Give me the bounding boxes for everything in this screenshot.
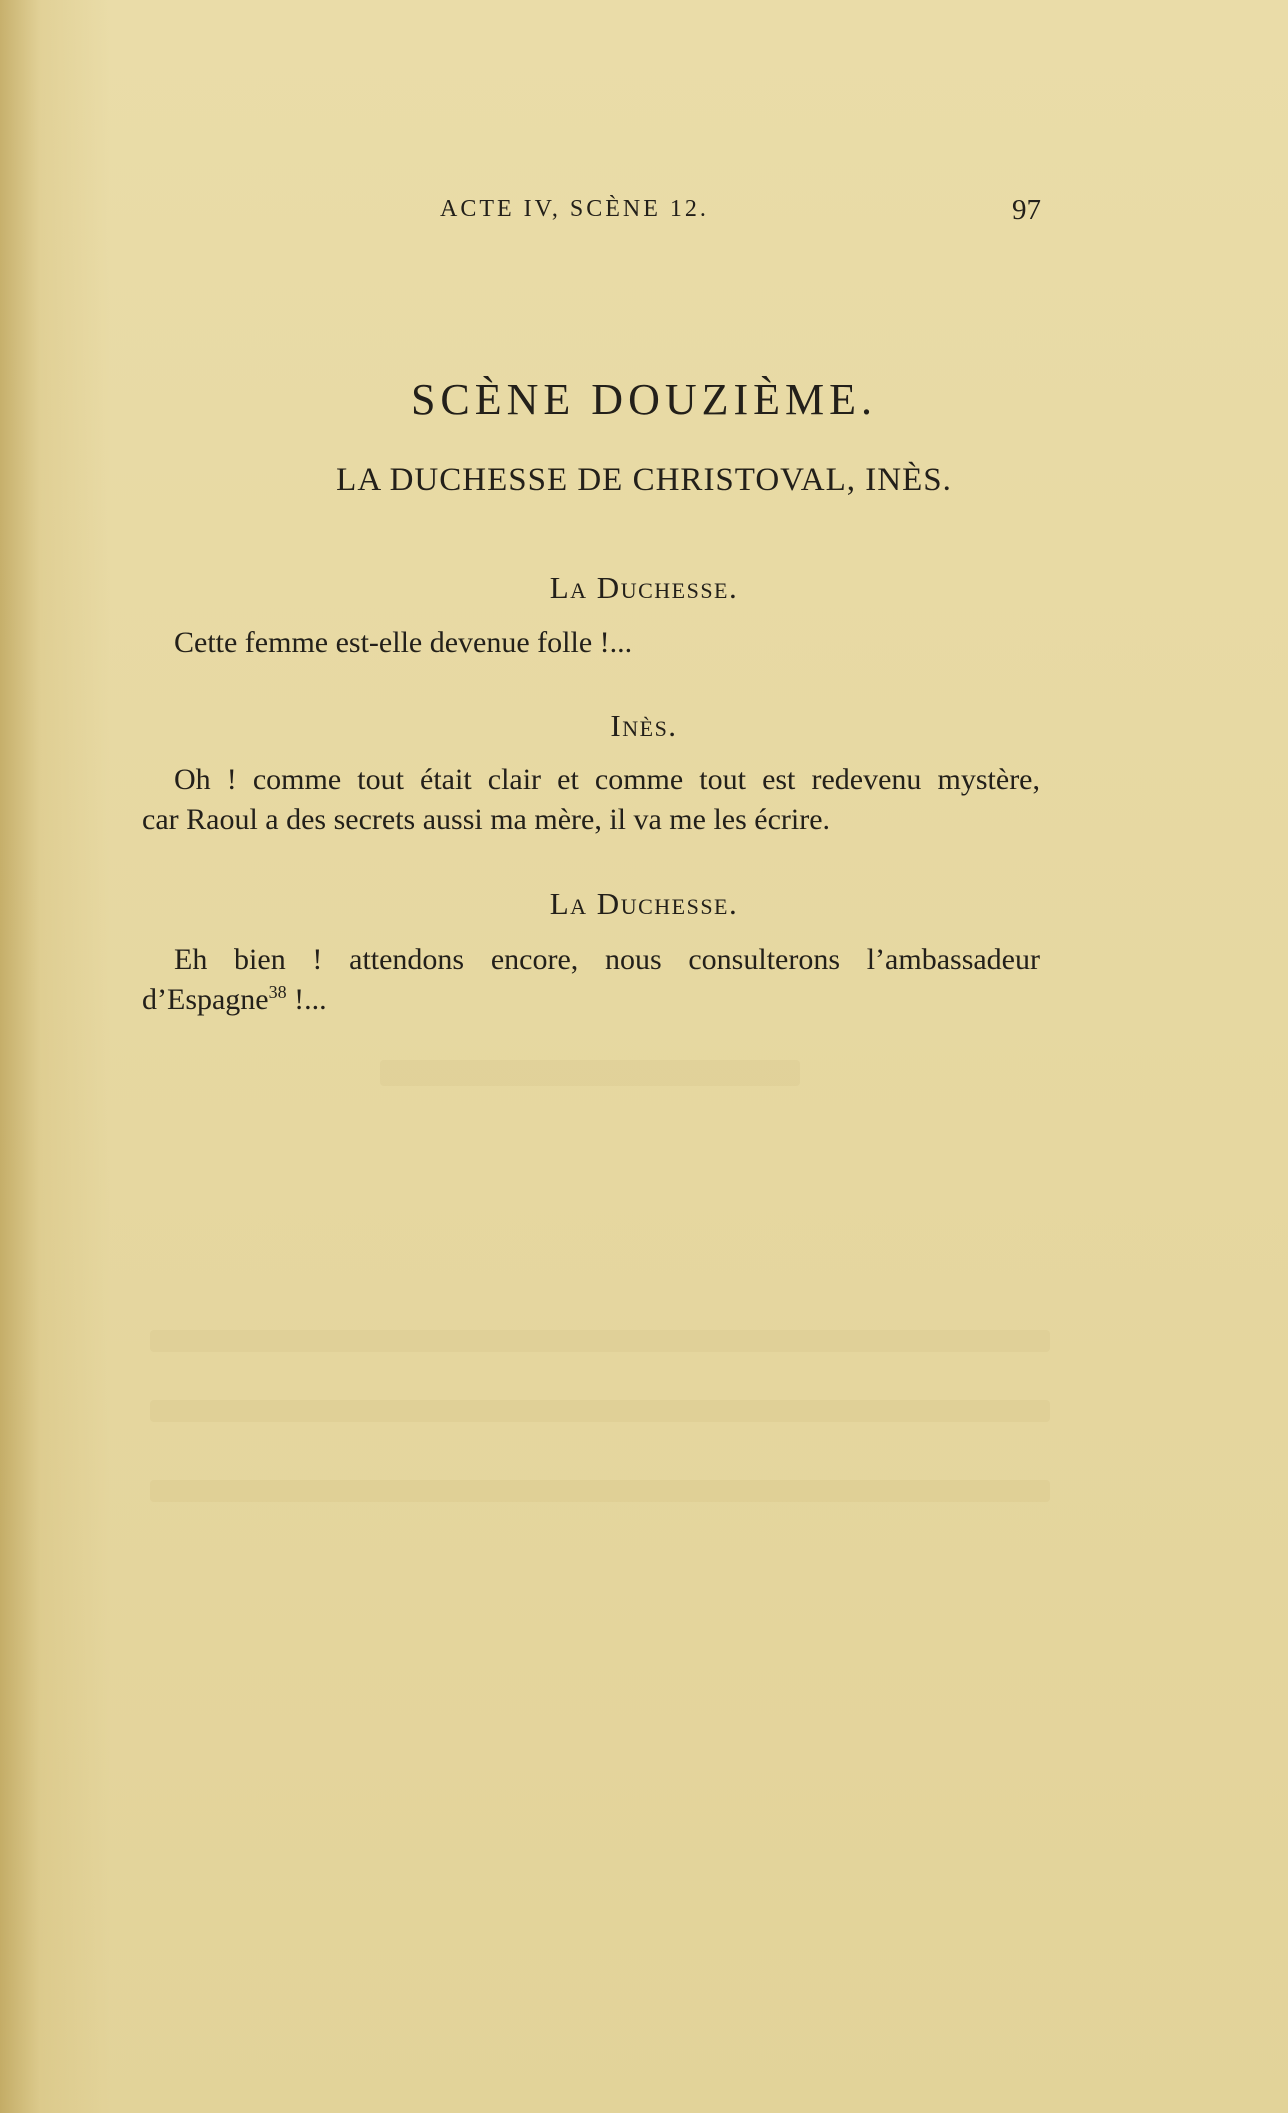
dialogue-line: car Raoul a des secrets aussi ma mère, il va me les écrire. bbox=[142, 803, 831, 836]
page-number: 97 bbox=[1012, 194, 1041, 226]
dialogue-line-ending: !... bbox=[286, 983, 327, 1016]
bleed-through-mark bbox=[150, 1330, 1050, 1352]
bleed-through-mark bbox=[150, 1400, 1050, 1422]
dialogue-line-text: d’Espagne bbox=[142, 983, 269, 1016]
dialogue-line: Cette femme est-elle devenue folle !... bbox=[174, 626, 633, 659]
speaker-name: La Duchesse. bbox=[549, 570, 739, 605]
running-title: ACTE IV, SCÈNE 12. bbox=[440, 196, 709, 222]
speaker-name: La Duchesse. bbox=[549, 886, 739, 921]
dialogue-line-with-footnote bbox=[142, 983, 327, 1017]
running-head bbox=[0, 194, 1288, 234]
bleed-through-mark bbox=[380, 1060, 800, 1086]
bleed-through-mark bbox=[150, 1480, 1050, 1502]
speaker-name: Inès. bbox=[610, 708, 678, 743]
dialogue-line: Oh ! comme tout était clair et comme tout est redevenu mystère, bbox=[174, 763, 1040, 796]
footnote-reference[interactable]: 38 bbox=[268, 982, 287, 1002]
character-list: LA DUCHESSE DE CHRISTOVAL, INÈS. bbox=[336, 462, 952, 498]
scene-title: SCÈNE DOUZIÈME. bbox=[410, 375, 878, 424]
dialogue-line: Eh bien ! attendons encore, nous consulterons l’ambassadeur bbox=[174, 943, 1040, 976]
